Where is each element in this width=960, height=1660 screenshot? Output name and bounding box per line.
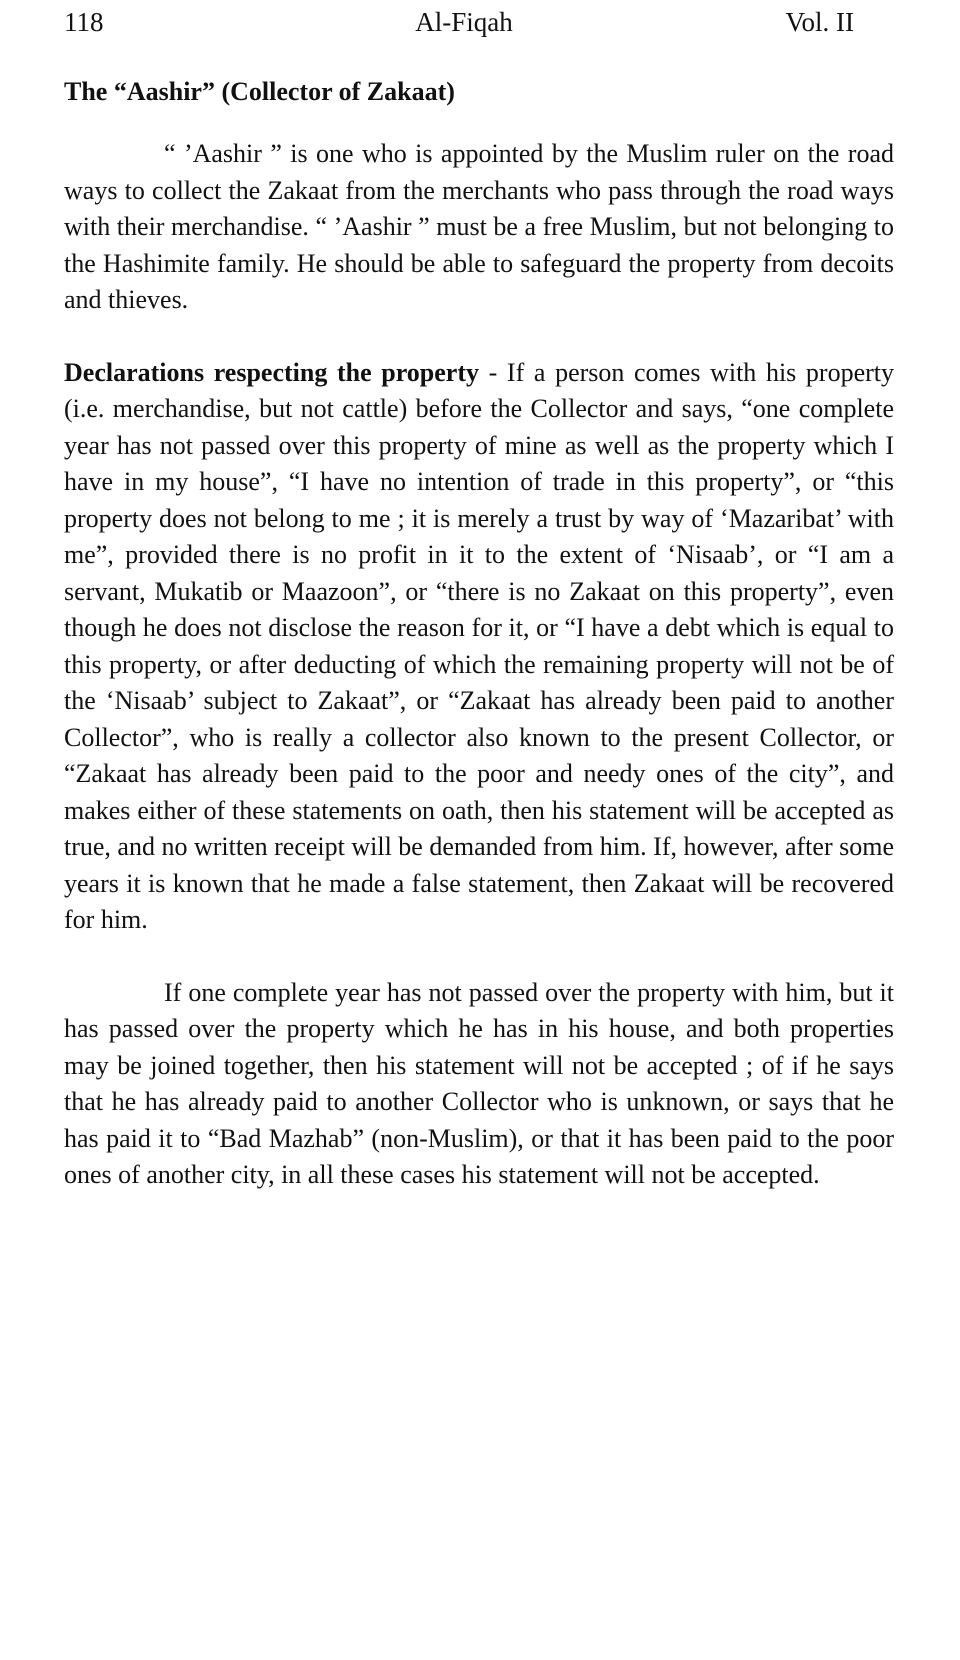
running-header: [64, 0, 894, 40]
paragraph-run-in-heading: Declarations respecting the property: [64, 357, 479, 387]
page-number: 118: [64, 7, 104, 37]
paragraph-statement-not-accepted: If one complete year has not passed over the property with him, but it has passed over the property which he has in his house, and both properties may be joined together, then his statement will not be accepted ; of if he says that he has already paid to another Collector who is unknown, or says that he has paid it to “Bad Mazhab” (non-Muslim), or that it has been paid to the poor ones of another city, in all these cases his statement will not be accepted.: [64, 977, 894, 1189]
paragraph-aashir-definition: “ ’Aashir ” is one who is appointed by the Muslim ruler on the road ways to collect the Zakaat from the merchants who pass through the road ways with their merchandise. “ ’Aashir ” must be a free Muslim, but not belonging to the Hashimite family. He should be able to safeguard the property from decoits and thieves.: [64, 139, 894, 314]
paragraph-declarations-body: - If a person comes with his property (i.e. merchandise, but not cattle) before the Collector and says, “one complete year has not passed over this property of mine as well as the property which I have in my house”, “I have no intention of trade in this property”, or “this property does not belong to me ; it is merely a trust by way of ‘Mazaribat’ with me”, provided there is no profit in it to the extent of ‘Nisaab’, or “I am a servant, Mukatib or Maazoon”, or “there is no Zakaat on this property”, even though he does not disclose the reason for it, or “I have a debt which is equal to this property, or after deducting of which the remaining property will not be of the ‘Nisaab’ subject to Zakaat”, or “Zakaat has already been paid to another Collector”, who is really a collector also known to the present Collector, or “Zakaat has already been paid to the poor and needy ones of the city”, and makes either of these statements on oath, then his statement will be accepted as true, and no written receipt will be demanded from him. If, however, after some years it is known that he made a false statement, then Zakaat will be recovered for him.: [64, 357, 895, 934]
paragraph-declarations: [64, 355, 894, 939]
section-title: The “Aashir” (Collector of Zakaat): [64, 77, 455, 106]
book-page: [64, 0, 894, 1194]
volume-label: Vol. II: [785, 7, 854, 37]
book-title: Al-Fiqah: [415, 7, 513, 37]
